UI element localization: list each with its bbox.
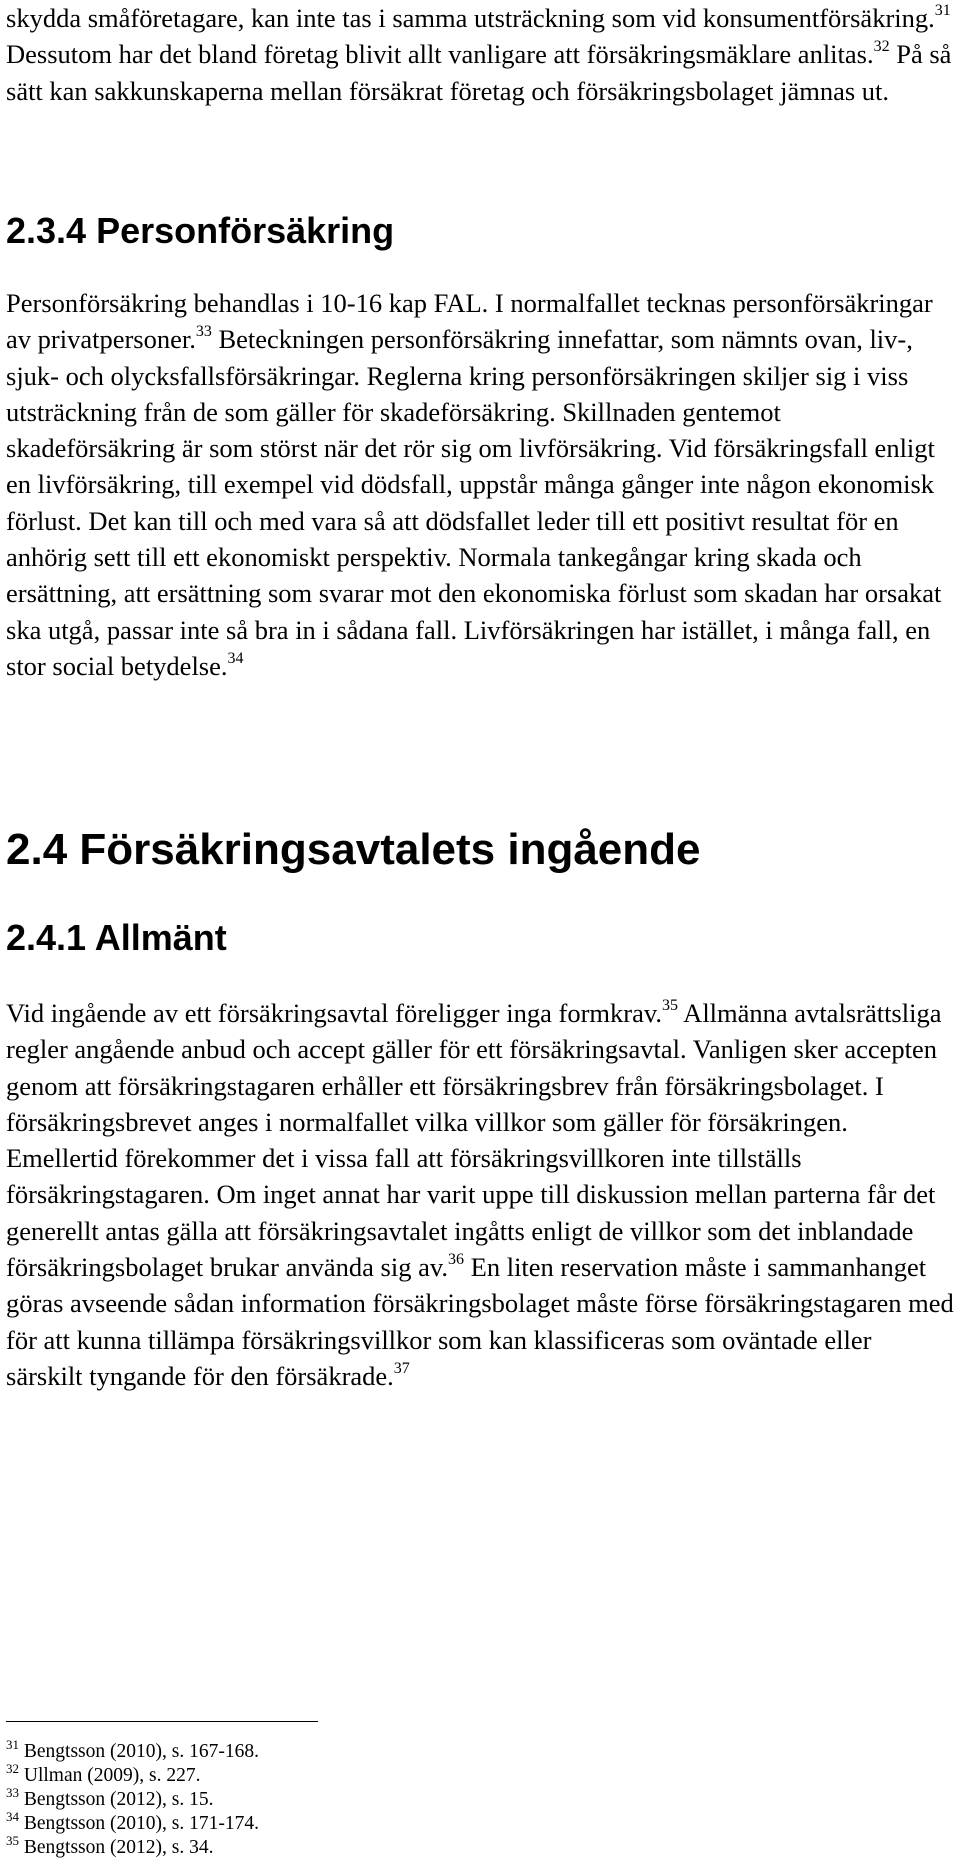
footnote-number: 31 <box>6 1737 19 1752</box>
intro-text-2: Dessutom har det bland företag blivit allt vanligare att försäkringsmäklare anlitas. <box>6 39 874 70</box>
section-2-4-1-text-3: En liten reservation måste i sammanhanget göras avseende sådan information försäkringsbolaget måste förse försäkringstagaren med för att kunna tillämpa försäkringsvillkor som kan klassificeras som oväntade eller särskilt tyngande för den försäkrade. <box>6 1252 954 1391</box>
footnote-number: 35 <box>6 1833 19 1848</box>
footnote-ref-31[interactable]: 31 <box>934 2 951 19</box>
footnote-34 <box>6 1809 259 1837</box>
section-heading-2-4-1: 2.4.1 Allmänt <box>6 917 227 958</box>
footnote-ref-32[interactable]: 32 <box>873 38 890 56</box>
section-2-3-4-text-1: Personförsäkring behandlas i 10-16 kap FAL. I normalfallet tecknas personförsäkringar av privatpersoner. <box>6 288 933 355</box>
footnote-ref-34[interactable]: 34 <box>227 649 244 667</box>
footnote-text: Bengtsson (2010), s. 171-174. <box>19 1813 259 1834</box>
intro-paragraph <box>6 0 954 109</box>
footnote-text: Bengtsson (2010), s. 167-168. <box>19 1741 259 1762</box>
footnote-text: Bengtsson (2012), s. 15. <box>19 1789 214 1810</box>
intro-text-1: skydda småföretagare, kan inte tas i samma utsträckning som vid konsumentförsäkring. <box>6 3 935 33</box>
footnote-text: Bengtsson (2012), s. 34. <box>19 1837 214 1858</box>
footnote-31 <box>6 1737 259 1765</box>
section-heading-2-3-4: 2.3.4 Personförsäkring <box>6 210 395 251</box>
footnote-text: Ullman (2009), s. 227. <box>19 1765 201 1786</box>
intro-text-3: På så sätt kan sakkunskaperna mellan försäkrat företag och försäkringsbolaget jämnas ut. <box>6 39 952 106</box>
section-2-3-4-text-2: Beteckningen personförsäkring innefattar, som nämnts ovan, liv-, sjuk- och olycksfallsförsäkringar. Reglerna kring personförsäkringen skiljer sig i viss utsträckning från de som gäller för skadeförsäkring. Skillnaden gentemot skadeförsäkring är som störst när det rör sig om livförsäkring. Vid försäkringsfall enligt en livförsäkring, till exempel vid dödsfall, uppstår många gånger inte någon ekonomisk förlust. Det kan till och med vara så att dödsfallet leder till ett positivt resultat för en anhörig sett till ett ekonomiskt perspektiv. Normala tankegångar kring skada och ersättning, att ersättning som svarar mot den ekonomiska förlust som skadan har orsakat ska utgå, passar inte så bra in i sådana fall. Livförsäkringen har istället, i många fall, en stor social betydelse. <box>6 324 942 681</box>
footnote-32 <box>6 1761 201 1789</box>
footnote-separator <box>6 1721 318 1722</box>
footnote-ref-35[interactable]: 35 <box>662 997 679 1014</box>
footnote-number: 34 <box>6 1809 19 1824</box>
footnote-number: 32 <box>6 1761 19 1776</box>
footnote-ref-36[interactable]: 36 <box>448 1251 465 1269</box>
footnote-ref-33[interactable]: 33 <box>195 323 212 341</box>
section-2-4-1-text-1: Vid ingående av ett försäkringsavtal föreligger inga formkrav. <box>6 998 663 1028</box>
footnote-33 <box>6 1785 214 1813</box>
footnote-number: 33 <box>6 1785 19 1800</box>
footnote-ref-37[interactable]: 37 <box>393 1359 410 1377</box>
footnote-35 <box>6 1833 214 1861</box>
section-2-4-1-text-2: Allmänna avtalsrättsliga regler angående anbud och accept gäller för ett försäkringsavtal. Vanligen sker accepten genom att försäkringstagaren erhåller ett försäkringsbrev från försäkringsbolaget. I försäkringsbrevet anges i normalfallet vilka villkor som gäller för försäkringen. Emellertid förekommer det i vissa fall att försäkringsvillkoren inte tillställs försäkringstagaren. Om inget annat har varit uppe till diskussion mellan parterna får det generellt antas gälla att försäkringsavtalet ingåtts enligt de villkor som det inblandade försäkringsbolaget brukar använda sig av. <box>6 998 942 1283</box>
section-2-3-4-paragraph <box>6 285 954 684</box>
section-heading-2-4: 2.4 Försäkringsavtalets ingående <box>6 825 701 874</box>
section-2-4-1-paragraph <box>6 995 954 1394</box>
